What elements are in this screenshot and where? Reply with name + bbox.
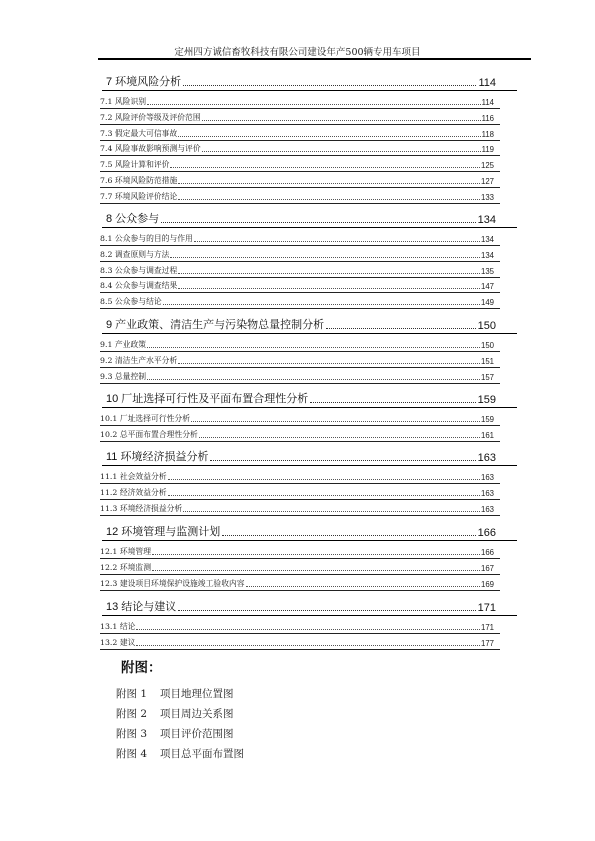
toc-chapter-page: 166 [477, 527, 496, 539]
toc-leader-dots [178, 610, 475, 611]
toc-leader-dots [246, 586, 480, 587]
toc-section-title: 8.4 公众参与调查结果 [100, 281, 178, 291]
toc-leader-dots [178, 183, 480, 184]
toc-chapter-page: 163 [477, 452, 496, 464]
toc-leader-dots [202, 120, 481, 121]
toc-section-page: 133 [480, 192, 494, 202]
toc-leader-dots [147, 347, 480, 348]
toc-section-title: 7.7 环境风险评价结论 [100, 191, 178, 201]
toc-section[interactable] [100, 620, 494, 632]
toc-chapter-title: 11 环境经济损益分析 [106, 451, 209, 463]
toc-section-page: 116 [481, 113, 494, 123]
toc-leader-dots [147, 104, 480, 105]
toc-section[interactable] [100, 470, 494, 482]
toc-section-page: 161 [480, 430, 494, 440]
toc-chapter-page: 150 [477, 320, 496, 332]
toc-chapter-page: 159 [477, 394, 496, 406]
section-rule [100, 245, 500, 246]
toc-section[interactable] [100, 279, 494, 291]
attachment-name: 项目周边关系图 [160, 708, 234, 720]
toc-leader-dots [199, 437, 480, 438]
toc-leader-dots [178, 288, 480, 289]
chapter-rule [102, 465, 517, 466]
section-rule [100, 292, 500, 293]
section-rule [100, 187, 500, 188]
toc-section[interactable] [100, 412, 494, 424]
toc-section[interactable] [100, 158, 494, 170]
toc-section-title: 8.3 公众参与调查过程 [100, 265, 178, 275]
toc-section-page: 151 [480, 356, 494, 366]
section-rule [100, 574, 500, 575]
toc-section-title: 11.3 环境经济损益分析 [100, 503, 183, 513]
page-header: 定州四方诚信畜牧科技有限公司建设年产500辆专用车项目 [174, 47, 421, 58]
toc-chapter-page: 114 [478, 77, 496, 89]
section-rule [100, 367, 500, 368]
toc-chapter[interactable] [106, 596, 496, 614]
toc-leader-dots [326, 328, 475, 329]
toc-chapter-title: 8 公众参与 [106, 213, 160, 225]
toc-leader-dots [168, 495, 480, 496]
attachment-number: 附图 1 [116, 688, 148, 700]
toc-section-page: 134 [480, 250, 494, 260]
toc-section[interactable] [100, 370, 494, 382]
toc-leader-dots [170, 167, 480, 168]
toc-section[interactable] [100, 354, 494, 366]
attachment-number: 附图 4 [116, 748, 148, 760]
toc-section[interactable] [100, 502, 494, 514]
toc-chapter[interactable] [106, 521, 496, 539]
toc-leader-dots [168, 479, 480, 480]
toc-section-page: 114 [481, 98, 494, 107]
section-rule [100, 277, 500, 278]
toc-section-title: 9.2 清洁生产水平分析 [100, 355, 178, 365]
section-rule [100, 515, 500, 516]
toc-leader-dots [222, 535, 475, 536]
toc-section-page: 177 [480, 638, 494, 648]
toc-section-title: 7.2 风险评价等级及评价范围 [100, 112, 201, 122]
toc-section[interactable] [100, 111, 494, 123]
toc-section-title: 12.1 环境管理 [100, 547, 152, 556]
section-rule [100, 308, 500, 309]
section-rule [100, 383, 500, 384]
toc-section-title: 11.1 社会效益分析 [100, 472, 167, 481]
toc-section[interactable] [100, 142, 494, 154]
toc-section-title: 7.1 风险识别 [100, 97, 147, 106]
attachment-item[interactable] [116, 726, 234, 741]
toc-chapter[interactable] [106, 388, 496, 406]
toc-chapter-title: 13 结论与建议 [106, 601, 177, 613]
attachment-number: 附图 2 [116, 708, 148, 720]
toc-section-title: 8.1 公众参与的目的与作用 [100, 234, 193, 243]
toc-section[interactable] [100, 190, 494, 202]
attachment-name: 项目总平面布置图 [160, 748, 244, 760]
toc-section-page: 149 [480, 298, 494, 308]
toc-section-title: 11.2 经济效益分析 [100, 487, 167, 497]
toc-section-title: 13.2 建议 [100, 637, 136, 647]
section-rule [100, 425, 500, 426]
toc-section[interactable] [100, 232, 494, 244]
toc-leader-dots [147, 379, 480, 380]
toc-section[interactable] [100, 295, 494, 307]
toc-chapter-title: 12 环境管理与监测计划 [106, 526, 221, 538]
toc-chapter[interactable] [106, 314, 496, 332]
toc-section-page: 134 [480, 235, 494, 244]
toc-section[interactable] [100, 486, 494, 498]
section-rule [100, 590, 500, 591]
chapter-rule [102, 90, 517, 91]
toc-section[interactable] [100, 545, 494, 557]
toc-leader-dots [183, 85, 476, 86]
toc-section-page: 119 [481, 145, 494, 155]
chapter-rule [102, 540, 517, 541]
toc-section-page: 171 [480, 623, 494, 632]
toc-chapter[interactable] [106, 208, 496, 226]
section-rule [100, 499, 500, 500]
toc-leader-dots [178, 136, 480, 137]
toc-section-page: 167 [480, 563, 494, 573]
toc-chapter-title: 10 厂址选择可行性及平面布置合理性分析 [106, 393, 309, 405]
section-rule [100, 261, 500, 262]
toc-section-title: 7.3 假定最大可信事故 [100, 128, 178, 138]
section-rule [100, 140, 500, 141]
chapter-rule [102, 227, 517, 228]
section-rule [100, 155, 500, 156]
toc-section-title: 10.2 总平面布置合理性分析 [100, 429, 198, 439]
toc-section-page: 166 [480, 548, 494, 557]
toc-leader-dots [136, 629, 480, 630]
toc-section-title: 10.1 厂址选择可行性分析 [100, 414, 191, 423]
toc-section-page: 163 [480, 488, 494, 498]
toc-section-title: 9.1 产业政策 [100, 340, 147, 349]
toc-leader-dots [191, 421, 480, 422]
section-rule [100, 649, 500, 650]
section-rule [100, 483, 500, 484]
attachment-number: 附图 3 [116, 728, 148, 740]
toc-section-title: 7.5 风险计算和评价 [100, 160, 170, 170]
attachment-item[interactable] [116, 686, 234, 701]
toc-section-title: 8.5 公众参与结论 [100, 297, 162, 307]
attachments-title: 附图： [121, 660, 162, 676]
toc-section-title: 7.4 风险事故影响预测与评价 [100, 144, 201, 154]
toc-leader-dots [178, 363, 480, 364]
chapter-rule [102, 333, 517, 334]
toc-section-page: 169 [480, 579, 494, 589]
chapter-rule [102, 407, 517, 408]
section-rule [100, 171, 500, 172]
toc-section[interactable] [100, 561, 494, 573]
toc-section[interactable] [100, 248, 494, 260]
toc-leader-dots [178, 273, 480, 274]
toc-section-page: 157 [480, 372, 494, 382]
toc-chapter-page: 134 [477, 214, 496, 226]
toc-section-title: 8.2 调查原则与方法 [100, 249, 170, 259]
toc-leader-dots [183, 511, 480, 512]
section-rule [100, 441, 500, 442]
attachment-name: 项目地理位置图 [160, 688, 234, 700]
toc-section-page: 125 [480, 161, 494, 171]
toc-leader-dots [163, 304, 480, 305]
toc-section-page: 163 [480, 504, 494, 514]
toc-leader-dots [178, 199, 480, 200]
toc-section-page: 135 [480, 266, 494, 276]
toc-section[interactable] [100, 428, 494, 440]
toc-section-page: 150 [480, 341, 494, 350]
section-rule [100, 558, 500, 559]
toc-leader-dots [194, 241, 480, 242]
toc-section[interactable] [100, 264, 494, 276]
toc-chapter-title: 9 产业政策、清洁生产与污染物总量控制分析 [106, 319, 325, 331]
toc-section[interactable] [100, 338, 494, 350]
toc-leader-dots [202, 151, 481, 152]
attachment-item[interactable] [116, 746, 244, 761]
toc-section[interactable] [100, 174, 494, 186]
toc-leader-dots [152, 554, 480, 555]
toc-chapter[interactable] [106, 71, 496, 89]
toc-section[interactable] [100, 127, 494, 139]
toc-chapter-title: 7 环境风险分析 [106, 76, 182, 88]
toc-section[interactable] [100, 577, 494, 589]
toc-section-title: 13.1 结论 [100, 622, 136, 631]
toc-section[interactable] [100, 636, 494, 648]
attachment-name: 项目评价范围图 [160, 728, 234, 740]
toc-leader-dots [152, 570, 480, 571]
toc-section-page: 127 [480, 177, 494, 186]
toc-leader-dots [310, 402, 475, 403]
toc-section-title: 9.3 总量控制 [100, 371, 147, 381]
toc-leader-dots [161, 222, 475, 223]
section-rule [100, 633, 500, 634]
toc-section-page: 159 [480, 415, 494, 424]
section-rule [100, 203, 500, 204]
toc-chapter-page: 171 [477, 602, 496, 614]
section-rule [100, 108, 500, 109]
attachment-item[interactable] [116, 706, 234, 721]
toc-section-title: 7.6 环境风险防范措施 [100, 176, 178, 185]
toc-leader-dots [136, 645, 480, 646]
toc-section-page: 147 [480, 282, 494, 292]
section-rule [100, 351, 500, 352]
toc-section-page: 163 [480, 473, 494, 482]
toc-leader-dots [210, 460, 475, 461]
toc-section-title: 12.3 建设项目环境保护设施竣工验收内容 [100, 578, 245, 588]
chapter-rule [102, 615, 517, 616]
section-rule [100, 124, 500, 125]
toc-leader-dots [170, 257, 480, 258]
toc-section-title: 12.2 环境监测 [100, 562, 152, 572]
header-rule [98, 58, 531, 60]
toc-chapter[interactable] [106, 446, 496, 464]
toc-section-page: 118 [481, 129, 494, 139]
toc-section[interactable] [100, 95, 494, 107]
